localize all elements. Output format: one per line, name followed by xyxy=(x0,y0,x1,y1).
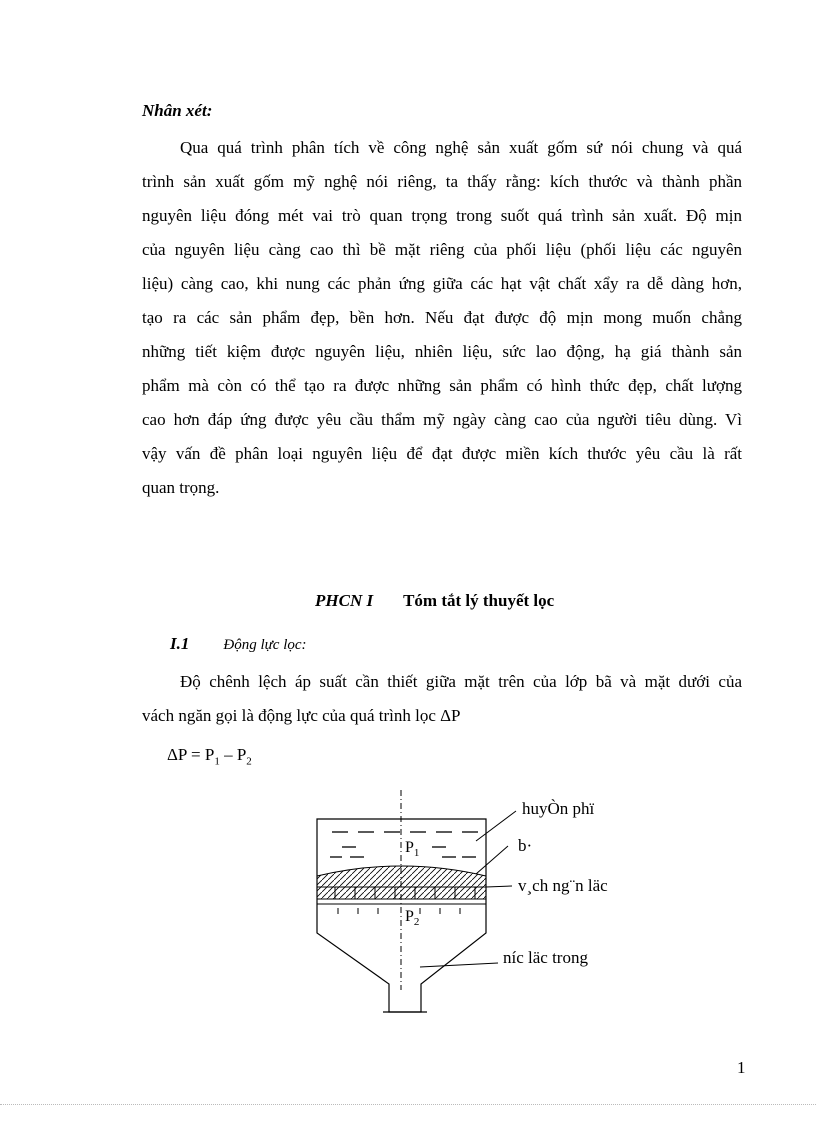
remark-heading: Nhân xét: xyxy=(142,101,213,120)
remark-line: của nguyên liệu càng cao thì bề mặt riêng của phối liệu (phối liệu các nguyên xyxy=(142,240,742,259)
filter-medium xyxy=(317,887,486,899)
formula-minus: – P xyxy=(219,745,247,764)
pressure-formula xyxy=(167,742,252,774)
part-heading xyxy=(315,588,554,614)
page-number: 1 xyxy=(737,1058,746,1077)
label-suspension: huyÒn phï xyxy=(522,799,595,818)
remark-line: Qua quá trình phân tích về công nghệ sản xuất gốm sứ nói chung và quá xyxy=(180,138,742,157)
filter-cake xyxy=(317,866,486,887)
part-label: PHCN I xyxy=(315,591,374,610)
remark-line: nguyên liệu đóng mét vai trò quan trọng trong suốt quá trình sản xuất. Độ mịn xyxy=(142,206,742,225)
suspension-dashes xyxy=(330,832,478,857)
remark-line-last: quan trọng. xyxy=(142,478,220,497)
pressure-p2: $P_2$ xyxy=(405,908,420,928)
filter-diagram xyxy=(280,790,660,1030)
pressure-p1: $P_1$ xyxy=(405,839,420,859)
remark-line: vậy vấn đề phân loại nguyên liệu để đạt được miền kích thước yêu cầu là rất xyxy=(142,444,742,463)
filtrate-drops xyxy=(338,908,460,914)
section-heading xyxy=(170,631,307,658)
remark-line: liệu) càng cao, khi nung các phản ứng giữa các hạt vật chất xẩy ra dễ dàng hơn, xyxy=(142,274,742,293)
body-line: Độ chênh lệch áp suất cần thiết giữa mặt trên của lớp bã và mặt dưới của xyxy=(180,672,742,691)
formula-sub-2: 2 xyxy=(246,755,252,768)
body-line: vách ngăn gọi là động lực của quá trình lọc ΔP xyxy=(142,706,461,725)
section-number: I.1 xyxy=(170,634,190,653)
remark-line: phẩm mà còn có thể tạo ra được những sản phẩm có hình thức đẹp, chất lượng xyxy=(142,376,742,395)
part-title: Tóm tắt lý thuyết lọc xyxy=(403,591,555,610)
formula-sub-1: 1 xyxy=(214,755,220,768)
remark-paragraph xyxy=(142,131,742,505)
page-bottom-rule xyxy=(0,1104,816,1105)
section-title: Động lực lọc: xyxy=(223,637,307,653)
remark-line: những tiết kiệm được nguyên liệu, nhiên liệu, sức lao động, hạ giá thành sản xyxy=(142,342,742,361)
remark-line: trình sản xuất gốm mỹ nghệ nói riêng, ta thấy rằng: kích thước và thành phần xyxy=(142,172,742,191)
label-cake: b· xyxy=(518,836,533,855)
remark-line: cao hơn đáp ứng được yêu cầu thẩm mỹ ngày càng cao của người tiêu dùng. Vì xyxy=(142,410,742,429)
formula-lhs: ΔP = P xyxy=(167,745,215,764)
label-filtrate: níc läc trong xyxy=(503,948,588,967)
label-filter-medium: v¸ch ng¨n läc xyxy=(518,876,608,895)
body-paragraph xyxy=(142,665,742,733)
remark-line: tạo ra các sản phẩm đẹp, bền hơn. Nếu đạt được độ mịn mong muốn chẳng xyxy=(142,308,742,327)
